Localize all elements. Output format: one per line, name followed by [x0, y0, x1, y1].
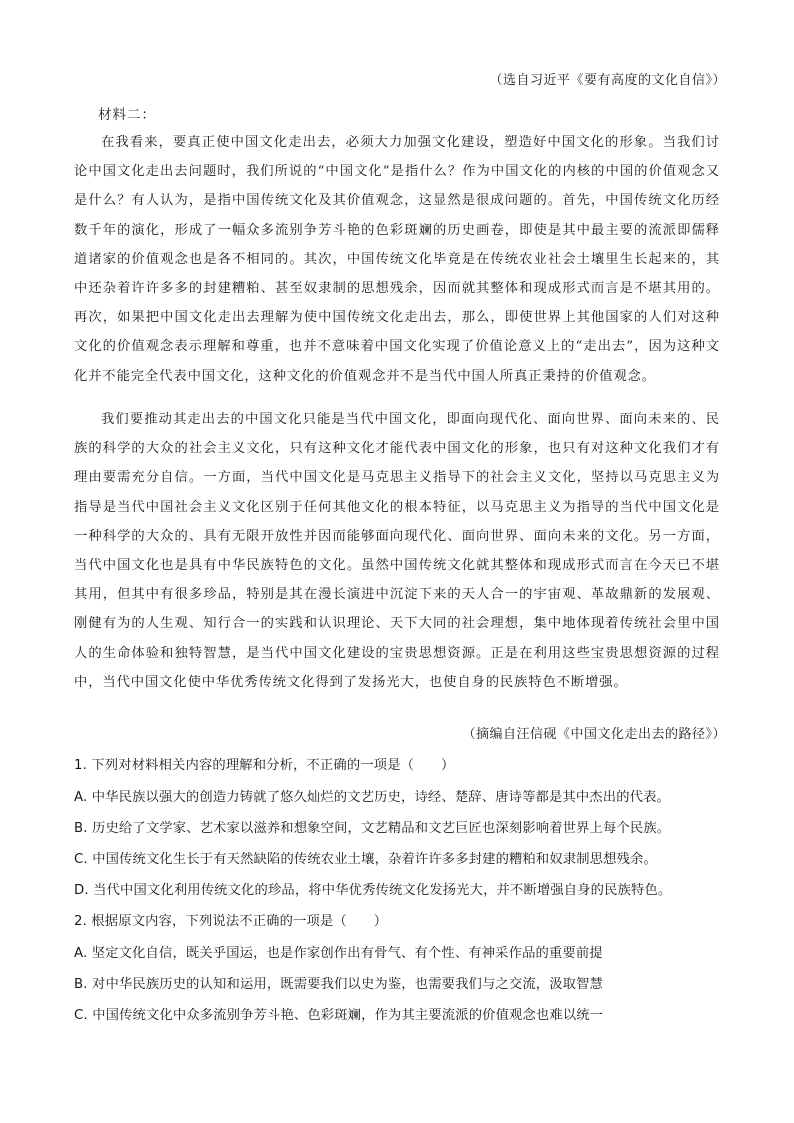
question-1-option-b: B. 历史给了文学家、艺术家以滋养和想象空间，文艺精品和文艺巨匠也深刻影响着世界上每个民族。 [74, 821, 671, 836]
question-1-option-d: D. 当代中国文化利用传统文化的珍品，将中华优秀传统文化发扬光大，并不断增强自身的民族特色。 [74, 883, 672, 898]
question-2-option-c: C. 中国传统文化中众多流别争芳斗艳、色彩斑斓，作为其主要流派的价值观念也难以统一 [74, 1008, 604, 1023]
material-2-paragraph-2: 我们要推动其走出去的中国文化只能是当代中国文化，即面向现代化、面向世界、面向未来的、民族的科学的大众的社会主义文化，只有这种文化才能代表中国文化的形象，也只有对这种文化我们才有理由要需充分自信。一方面，当代中国文化是马克思主义指导下的社会主义文化，坚持以马克思主义为指导是当代中国社会主义文化区别于任何其他文化的根本特征，以马克思主义为指导的当代中国文化是一种科学的大众的、具有无限开放性并因而能够面向现代化、面向世界、面向未来的文化。另一方面，当代中国文化也是具有中华民族特色的文化。虽然中国传统文化就其整体和现成形式而言在今天已不堪其用，但其中有很多珍品，特别是其在漫长演进中沉淀下来的天人合一的宇宙观、革故鼎新的发展观、刚健有为的人生观、知行合一的实践和认识理论、天下大同的社会理想，集中地体现着传统社会里中国人的生命体验和独特智慧，是当代中国文化建设的宝贵思想资源。正是在利用这些宝贵思想资源的过程中，当代中国文化使中华优秀传统文化得到了发扬光大，也使自身的民族特色不断增强。 [74, 412, 720, 690]
question-2-option-b: B. 对中华民族历史的认知和运用，既需要我们以史为鉴，也需要我们与之交流，汲取智慧 [74, 977, 604, 992]
question-1-option-c: C. 中国传统文化生长于有天然缺陷的传统农业土壤，杂着许许多多封建的糟粕和奴隶制思想残余。 [74, 852, 657, 867]
source-citation-1: （选自习近平《要有高度的文化自信》） [489, 73, 726, 88]
question-1-option-a: A. 中华民族以强大的创造力铸就了悠久灿烂的文艺历史，诗经、楚辞、唐诗等都是其中杰出的代表。 [74, 790, 670, 805]
material-2-paragraph-1: 在我看来，要真正使中国文化走出去，必须大力加强文化建设，塑造好中国文化的形象。当我们讨论中国文化走出去问题时，我们所说的“中国文化”是指什么？作为中国文化的内核的中国的价值观念又是什么？有人认为，是指中国传统文化及其价值观念，这显然是很成问题的。首先，中国传统文化历经数千年的演化，形成了一幅众多流别争芳斗艳的色彩斑斓的历史画卷，即使是其中最主要的流派即儒释道诸家的价值观念也是各不相同的。其次，中国传统文化毕竟是在传统农业社会土壤里生长起来的，其中还杂着许许多多的封建糟粕、甚至奴隶制的思想残余，因而就其整体和现成形式而言是不堪其用的。再次，如果把中国文化走出去理解为使中国传统文化走出去，那么，即使世界上其他国家的人们对这种文化的价值观念表示理解和尊重，也并不意味着中国文化实现了价值论意义上的“走出去”，因为这种文化并不能完全代表中国文化，这种文化的价值观念并不是当代中国人所真正秉持的价值观念。 [74, 135, 720, 384]
question-1-stem: 1. 下列对材料相关内容的理解和分析，不正确的一项是（ ） [74, 758, 455, 773]
question-2-stem: 2. 根据原文内容，下列说法不正确的一项是（ ） [74, 914, 388, 929]
question-2-option-a: A. 坚定文化自信，既关乎国运，也是作家创作出有骨气、有个性、有神采作品的重要前提 [74, 946, 603, 961]
source-citation-2: （摘编自汪信砚《中国文化走出去的路径》） [462, 727, 726, 742]
material-2-heading: 材料二： [98, 107, 156, 123]
